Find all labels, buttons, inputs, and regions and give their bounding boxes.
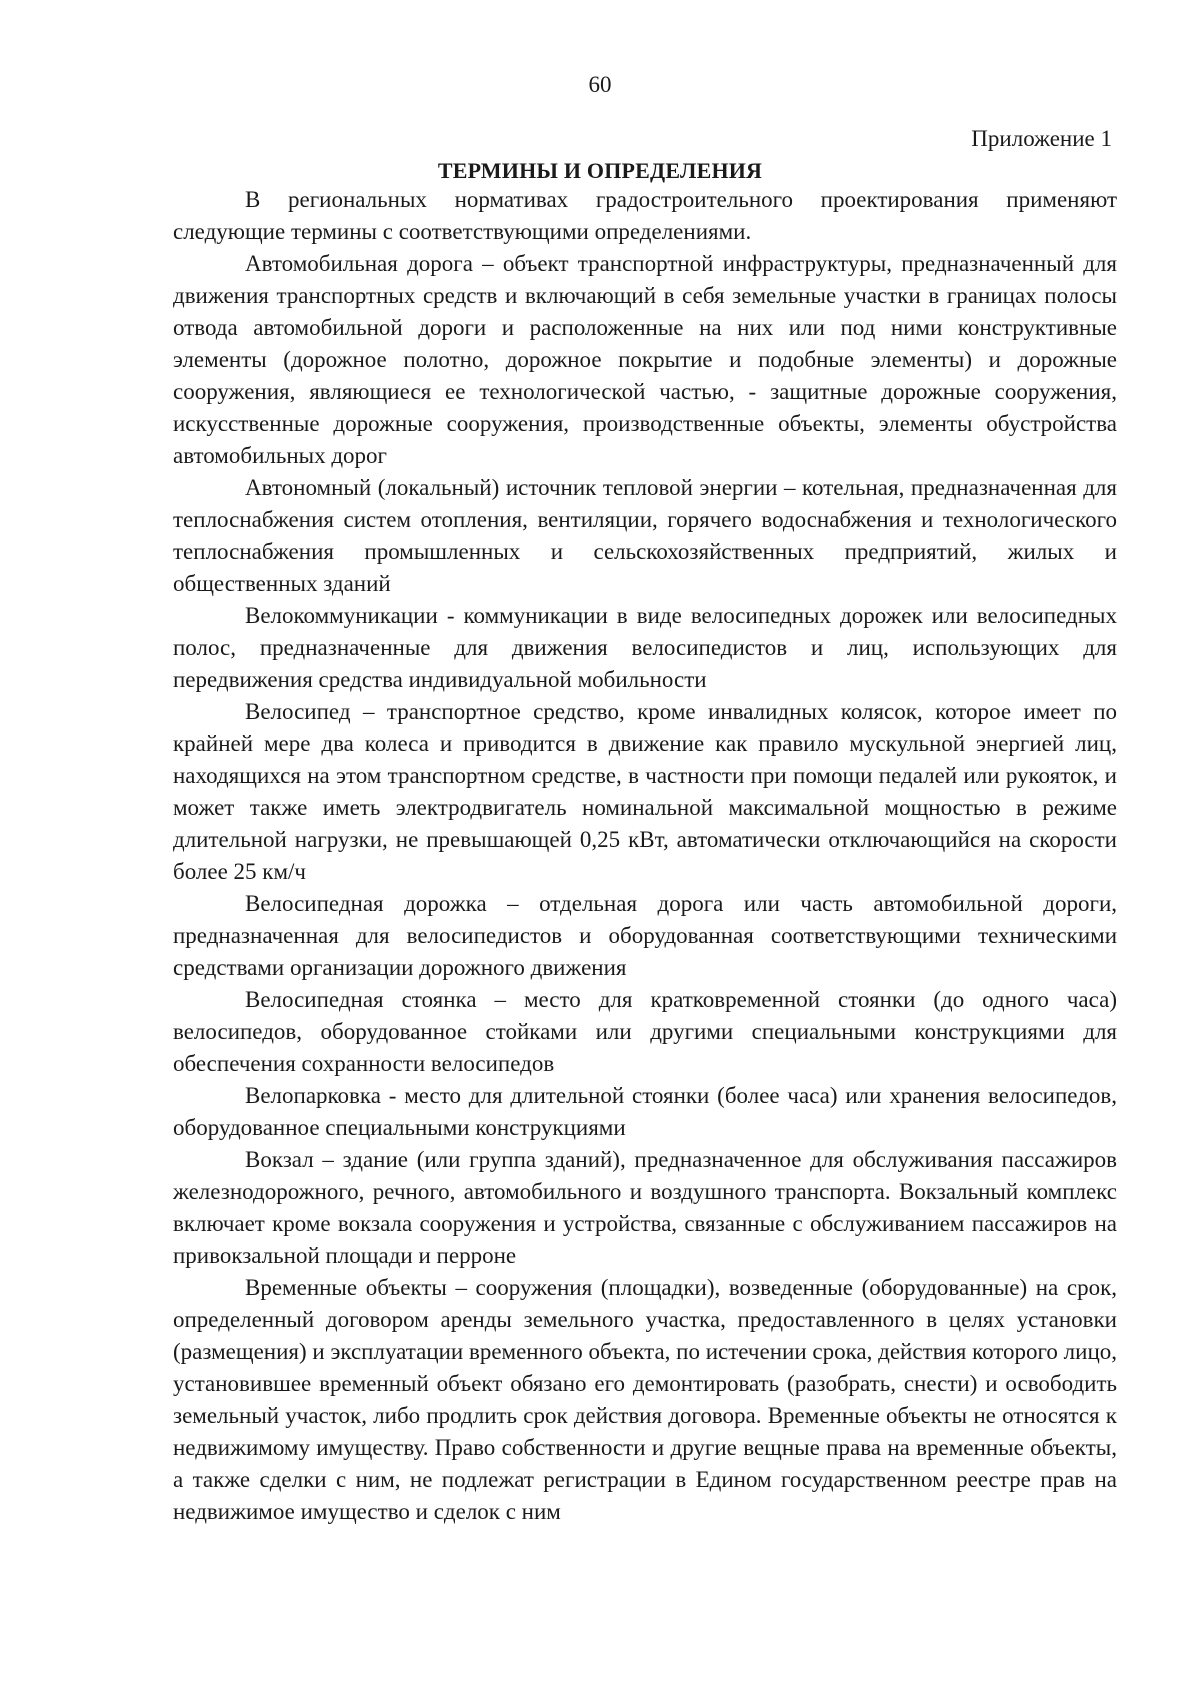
section-title: ТЕРМИНЫ И ОПРЕДЕЛЕНИЯ (437, 158, 763, 183)
term-avtomobilnaya-doroga: Автомобильная дорога – объект транспортной инфраструктуры, предназначенный для движения транспортных средств и включающий в себя земельные участки в границах полосы отвода автомобильной дороги и расположенные на них или под ними конструктивные элементы (дорожное полотно, дорожное покрытие и подобные элементы) и дорожные сооружения, являющиеся ее технологической частью, - защитные дорожные сооружения, искусственные дорожные сооружения, производственные объекты, элементы обустройства автомобильных дорог (173, 251, 1117, 468)
term-veloparkovka: Велопарковка - место для длительной стоянки (более часа) или хранения велосипедов, оборудованное специальными конструкциями (173, 1083, 1117, 1140)
term-velosipednaya-dorozhka: Велосипедная дорожка – отдельная дорога или часть автомобильной дороги, предназначенная для велосипедистов и оборудованная соответствующими техническими средствами организации дорожного движения (173, 891, 1117, 980)
intro-paragraph: В региональных нормативах градостроительного проектирования применяют следующие термины с соответствующими определениями. (173, 187, 1117, 244)
term-velokommunikacii: Велокоммуникации - коммуникации в виде велосипедных дорожек или велосипедных полос, предназначенные для движения велосипедистов и лиц, использующих для передвижения средства индивидуальной мобильности (173, 603, 1117, 692)
term-vokzal: Вокзал – здание (или группа зданий), предназначенное для обслуживания пассажиров железнодорожного, речного, автомобильного и воздушного транспорта. Вокзальный комплекс включает кроме вокзала сооружения и устройства, связанные с обслуживанием пассажиров на привокзальной площади и перроне (173, 1147, 1117, 1268)
term-velosiped: Велосипед – транспортное средство, кроме инвалидных колясок, которое имеет по крайней мере два колеса и приводится в движение как правило мускульной энергией лиц, находящихся на этом транспортном средстве, в частности при помощи педалей или рукояток, и может также иметь электродвигатель номинальной максимальной мощностью в режиме длительной нагрузки, не превышающей 0,25 кВт, автоматически отключающийся на скорости более 25 км/ч (173, 699, 1117, 884)
term-velosipednaya-stoyanka: Велосипедная стоянка – место для кратковременной стоянки (до одного часа) велосипедов, оборудованное стойками или другими специальными конструкциями для обеспечения сохранности велосипедов (173, 987, 1117, 1076)
appendix-label: Приложение 1 (971, 126, 1112, 151)
page-number: 60 (588, 72, 612, 97)
term-vremennye-obekty: Временные объекты – сооружения (площадки), возведенные (оборудованные) на срок, определенный договором аренды земельного участка, предоставленного в целях установки (размещения) и эксплуатации временного объекта, по истечении срока, действия которого лицо, установившее временный объект обязано его демонтировать (разобрать, снести) и освободить земельный участок, либо продлить срок действия договора. Временные объекты не относятся к недвижимому имуществу. Право собственности и другие вещные права на временные объекты, а также сделки с ним, не подлежат регистрации в Едином государственном реестре прав на недвижимое имущество и сделок с ним (173, 1275, 1118, 1524)
term-avtonomny-istochnik: Автономный (локальный) источник тепловой энергии – котельная, предназначенная для теплоснабжения систем отопления, вентиляции, горячего водоснабжения и технологического теплоснабжения промышленных и сельскохозяйственных предприятий, жилых и общественных зданий (173, 475, 1117, 596)
terms-body (173, 184, 1117, 1528)
